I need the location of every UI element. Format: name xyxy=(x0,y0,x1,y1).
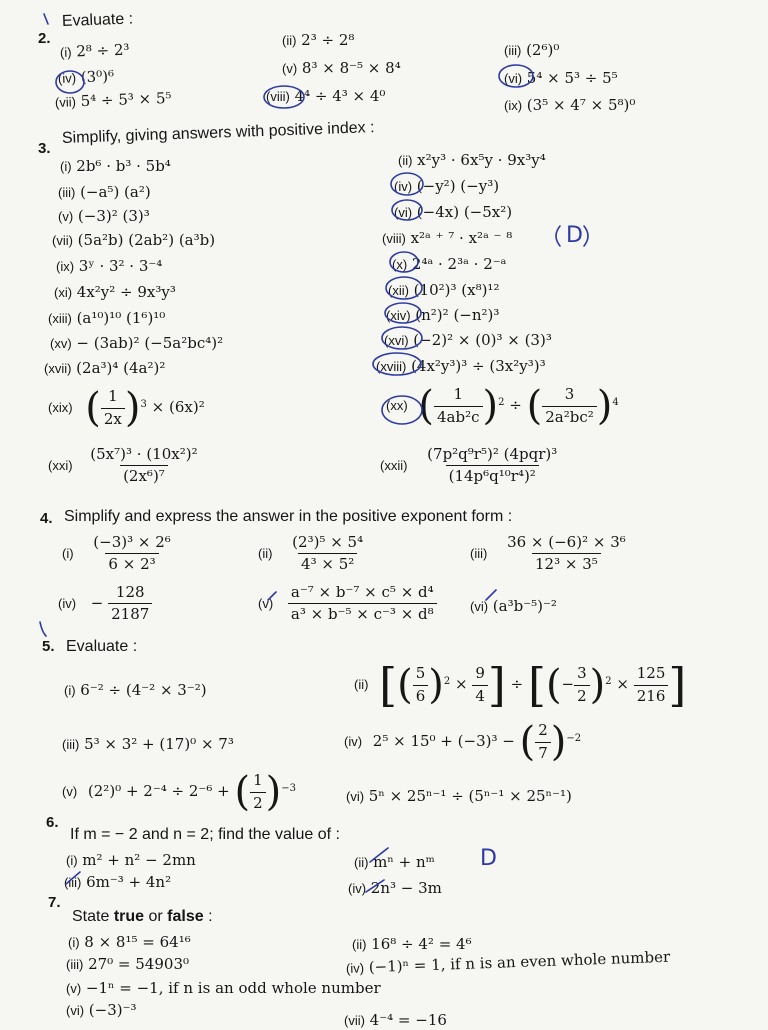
item-expression: (−3)⁻³ xyxy=(88,1001,137,1019)
left-paren: ( xyxy=(418,383,435,429)
item-expression: (5a²b) (2ab²) (a³b) xyxy=(77,231,216,249)
item-expression: 5⁴ × 5³ ÷ 5⁵ xyxy=(526,69,618,87)
right-paren: ) xyxy=(482,383,499,429)
item-expression: 4⁻⁴ = −16 xyxy=(369,1011,447,1029)
item-expression: (3⁰)⁶ xyxy=(80,67,115,87)
q3-item-xvi xyxy=(384,330,552,350)
fraction: $\frac{1}{2x}$ xyxy=(101,388,125,428)
expression-tail: × (6x)² xyxy=(151,398,205,416)
q7-title: State true or false : xyxy=(72,908,213,925)
fraction: $\frac{\text{(7p²q⁹r⁵)² (4pqr)³}}{\text{(14p⁶q¹⁰r⁴)²}}$ xyxy=(427,445,558,486)
exponent: 2 xyxy=(498,397,505,408)
tick-mark xyxy=(40,622,46,636)
item-expression: (−2)² × (0)³ × (3)³ xyxy=(413,331,552,349)
handwritten-answer-mark: D xyxy=(480,846,497,871)
item-label: (xii) xyxy=(388,283,409,298)
item-label: (xiv) xyxy=(386,308,411,323)
q3-item-v xyxy=(58,206,150,226)
q3-item-xviii xyxy=(376,356,546,376)
item-label: (iv) xyxy=(348,881,367,896)
item-expression: (−a⁵) (a²) xyxy=(80,183,151,201)
item-label: (iii) xyxy=(470,545,488,561)
q5-item-vi xyxy=(346,786,572,806)
item-expression: (−4x) (−5x²) xyxy=(416,203,513,221)
q3-item-xv xyxy=(50,333,223,353)
q3-item-i xyxy=(60,156,171,176)
q5-item-i xyxy=(64,680,207,700)
item-label: (vi) xyxy=(470,599,489,614)
right-paren: ) xyxy=(124,385,141,431)
fraction: $\frac{9}{4}$ xyxy=(472,665,488,705)
q5-item-ii: (ii) [( $\frac{5}{6}$ )$^2$ × $\frac{9}{4}$ ] ÷ [(− $\frac{3}{2}$ )$^2$ × $\frac{125}{216}$ ] xyxy=(354,658,687,712)
q2-item-viii xyxy=(266,86,385,106)
q4-item-v xyxy=(258,584,437,624)
exponent: 2 xyxy=(443,676,451,687)
q4-number: 4. xyxy=(40,510,53,527)
item-label: (vii) xyxy=(54,94,77,110)
bracket-mark xyxy=(584,226,588,246)
q7-item-vii xyxy=(344,1010,447,1030)
item-label: (v) xyxy=(282,61,298,76)
divide-sign: ÷ xyxy=(509,396,522,414)
q3-item-viii xyxy=(382,228,512,248)
item-expression: (a¹⁰)¹⁰ (1⁶)¹⁰ xyxy=(76,309,166,327)
left-paren: ( xyxy=(519,719,536,765)
q7-item-iii xyxy=(66,954,189,974)
q3-item-x xyxy=(392,254,506,274)
item-label: (xvii) xyxy=(44,361,72,376)
item-label: (xix) xyxy=(48,400,73,415)
item-label: (i) xyxy=(68,935,80,950)
item-expression: 3ʸ · 3² · 3⁻⁴ xyxy=(78,257,163,275)
tick-mark xyxy=(44,14,48,24)
right-paren: ) xyxy=(428,662,444,708)
q2-item-v xyxy=(282,58,401,78)
item-expression: 6m⁻³ + 4n² xyxy=(86,873,172,891)
item-label: (iv) xyxy=(394,179,413,194)
q3-item-xiv xyxy=(386,305,499,325)
fraction: $\frac{\text{a⁻⁷ × b⁻⁷ × c⁵ × d⁴}}{\text{a³ × b⁻⁵ × c⁻³ × d⁸}}$ xyxy=(288,584,437,624)
item-expression: 27⁰ = 54903⁰ xyxy=(88,955,189,973)
q6-item-ii xyxy=(354,852,435,872)
item-label: (ii) xyxy=(258,545,273,561)
item-label: (vii) xyxy=(52,233,73,248)
left-paren: ( xyxy=(545,662,562,708)
item-expression: 8³ × 8⁻⁵ × 8⁴ xyxy=(301,59,401,77)
right-paren: ) xyxy=(596,383,613,429)
item-label: (x) xyxy=(392,257,408,272)
item-label: (iii) xyxy=(62,737,80,752)
item-label: (i) xyxy=(60,159,72,174)
q3-item-xxi xyxy=(48,446,201,486)
item-label: (xxii) xyxy=(380,457,408,473)
item-expression: 16⁸ ÷ 4² = 4⁶ xyxy=(371,935,472,953)
item-expression: (a³b⁻⁵)⁻² xyxy=(492,597,557,615)
item-expression: (−1)ⁿ = 1, if n is an even whole number xyxy=(368,947,671,977)
q7-item-ii xyxy=(352,934,472,954)
item-label: (viii) xyxy=(382,231,406,246)
expression-lead: 2⁵ × 15⁰ + (−3)³ − xyxy=(372,732,515,750)
handwritten-answer-mark: D xyxy=(566,223,583,248)
item-label: (vi) xyxy=(346,789,365,804)
q7-item-v xyxy=(66,978,381,998)
right-paren: ) xyxy=(265,769,282,815)
q4-item-iii xyxy=(470,534,629,574)
item-expression: 2³ ÷ 2⁸ xyxy=(301,31,355,49)
item-label: (xviii) xyxy=(376,359,407,374)
q4-item-vi xyxy=(470,596,557,616)
item-expression: x²ᵃ ⁺ ⁷ · x²ᵃ ⁻ ⁸ xyxy=(410,229,513,247)
q3-item-xvii xyxy=(44,358,165,378)
exponent: 4 xyxy=(612,397,619,408)
q2-item-vi xyxy=(504,68,618,88)
left-bracket: [ xyxy=(527,658,546,712)
q2-item-iv xyxy=(58,66,115,87)
item-label: (viii) xyxy=(266,89,290,104)
item-label: (i) xyxy=(66,853,78,868)
item-expression: (2a³)⁴ (4a²)² xyxy=(76,359,166,377)
item-label: (i) xyxy=(59,44,72,60)
item-expression: (2⁶)⁰ xyxy=(526,41,560,59)
q3-item-xi xyxy=(54,282,176,302)
item-expression: 2⁴ᵃ · 2³ᵃ · 2⁻ᵃ xyxy=(411,255,507,273)
q3-item-ii xyxy=(398,150,546,170)
item-expression: 8 × 8¹⁵ = 64¹⁶ xyxy=(84,933,191,951)
item-expression: 5ⁿ × 25ⁿ⁻¹ ÷ (5ⁿ⁻¹ × 25ⁿ⁻¹) xyxy=(368,787,572,805)
right-paren: ) xyxy=(589,662,606,708)
exponent: −2 xyxy=(566,733,582,744)
q3-item-xxii xyxy=(380,446,560,486)
expression-lead: (2²)⁰ + 2⁻⁴ ÷ 2⁻⁶ + xyxy=(87,782,230,800)
item-label: (xvi) xyxy=(384,333,409,348)
item-expression: 6⁻² ÷ (4⁻² × 3⁻²) xyxy=(80,681,207,699)
q5-item-iii xyxy=(62,734,234,754)
item-label: (ii) xyxy=(398,153,413,168)
q3-item-iv xyxy=(394,176,499,196)
fraction: $\frac{1}{2}$ xyxy=(250,772,266,812)
item-label: (ix) xyxy=(504,98,523,113)
item-expression: (−3)² (3)³ xyxy=(77,207,150,225)
item-label: (iii) xyxy=(58,185,76,200)
item-label: (xxi) xyxy=(48,457,73,473)
item-label: (iii) xyxy=(504,43,522,58)
item-expression: m² + n² − 2mn xyxy=(82,851,196,869)
q4-item-iv xyxy=(58,584,152,624)
q2-item-ix xyxy=(504,95,635,115)
q6-item-iii xyxy=(64,872,171,892)
item-label: (ix) xyxy=(56,259,75,274)
q6-item-i xyxy=(66,850,196,870)
q3-number: 3. xyxy=(38,140,51,157)
item-label: (xv) xyxy=(50,336,72,351)
q2-item-ii xyxy=(282,30,354,50)
exponent: 2 xyxy=(605,676,612,687)
item-expression: 2⁸ ÷ 2³ xyxy=(75,40,130,61)
left-paren: ( xyxy=(234,769,251,815)
exponent: −3 xyxy=(281,783,296,794)
item-expression: (10²)³ (x⁸)¹² xyxy=(413,281,500,299)
item-label: (iv) xyxy=(58,595,77,611)
item-expression: 5³ × 3² + (17)⁰ × 7³ xyxy=(84,735,234,753)
q4-title: Simplify and express the answer in the positive exponent form : xyxy=(64,508,513,525)
q7-item-i xyxy=(68,932,191,952)
right-bracket: ] xyxy=(487,658,506,712)
fraction: $\frac{2}{7}$ xyxy=(535,722,551,762)
q6-title: If m = − 2 and n = 2; find the value of : xyxy=(70,826,340,843)
fraction: $\frac{3}{\text{2a²bc²}}$ xyxy=(542,386,597,426)
left-paren: ( xyxy=(397,662,413,708)
item-label: (vi) xyxy=(66,1003,85,1018)
left-bracket: [ xyxy=(379,658,398,712)
q3-item-vii xyxy=(52,230,215,250)
q3-item-xx xyxy=(386,383,619,429)
q3-title: Simplify, giving answers with positive index : xyxy=(61,119,375,147)
fraction: $\frac{\text{(2³)⁵ × 5⁴}}{\text{4³ × 5²}}$ xyxy=(292,533,364,574)
item-label: (v) xyxy=(58,209,74,224)
item-expression: −1ⁿ = −1, if n is an odd whole number xyxy=(85,979,381,997)
item-expression: 4⁴ ÷ 4³ × 4⁰ xyxy=(294,87,386,105)
item-expression: 5⁴ ÷ 5³ × 5⁵ xyxy=(80,88,172,111)
item-expression: 4x²y² ÷ 9x³y³ xyxy=(76,283,176,301)
item-label: (vi) xyxy=(394,205,413,220)
q3-item-xiii xyxy=(48,308,165,328)
fraction: $\frac{5}{6}$ xyxy=(413,665,429,705)
q2-item-vii xyxy=(55,88,172,112)
item-label: (iv) xyxy=(57,70,77,86)
item-expression: mⁿ + nᵐ xyxy=(373,853,435,871)
item-expression: 2n³ − 3m xyxy=(370,879,442,897)
bracket-mark xyxy=(556,226,560,246)
exponent: 3 xyxy=(140,399,147,410)
item-expression: − (3ab)² (−5a²bc⁴)² xyxy=(76,334,224,352)
item-label: (v) xyxy=(62,784,78,799)
item-expression: x²y³ · 6x⁵y · 9x³y⁴ xyxy=(417,151,546,169)
q2-item-iii xyxy=(504,40,559,60)
right-paren: ) xyxy=(550,719,567,765)
item-label: (xx) xyxy=(386,398,408,413)
item-label: (v) xyxy=(66,981,82,996)
q2-item-i xyxy=(60,40,130,62)
item-expression: (−y²) (−y³) xyxy=(416,177,500,195)
item-expression: (3⁵ × 4⁷ × 5⁸)⁰ xyxy=(526,96,636,114)
right-bracket: ] xyxy=(668,658,687,712)
fraction: $\frac{3}{2}$ xyxy=(574,665,590,705)
item-expression: 2b⁶ · b³ · 5b⁴ xyxy=(76,157,171,175)
q5-number: 5. xyxy=(42,638,55,655)
q6-item-iv xyxy=(348,878,442,898)
item-expression: (4x²y³)³ ÷ (3x²y³)³ xyxy=(411,357,546,375)
q6-number: 6. xyxy=(46,814,59,831)
item-label: (xiii) xyxy=(48,311,72,326)
item-label: (iii) xyxy=(64,875,82,890)
fraction: $\frac{125}{216}$ xyxy=(634,665,669,705)
q3-item-ix xyxy=(56,256,162,276)
q3-item-vi xyxy=(394,202,512,222)
q7-number: 7. xyxy=(48,894,61,911)
item-label: (ii) xyxy=(352,937,367,952)
item-label: (iv) xyxy=(344,734,363,749)
q4-item-ii xyxy=(258,534,366,574)
item-expression: (n²)² (−n²)³ xyxy=(415,306,500,324)
minus-sign: − xyxy=(90,593,104,612)
q7-item-vi xyxy=(66,1000,137,1020)
item-label: (ii) xyxy=(282,33,297,48)
q3-item-xii xyxy=(388,280,499,300)
item-label: (ii) xyxy=(354,855,369,870)
q5-title: Evaluate : xyxy=(66,638,138,655)
item-label: (vii) xyxy=(344,1013,365,1028)
item-label: (xi) xyxy=(54,285,73,300)
left-paren: ( xyxy=(526,383,543,429)
q4-item-i xyxy=(62,534,174,574)
item-label: (v) xyxy=(258,595,274,611)
q3-item-xix xyxy=(48,385,205,431)
item-label: (iv) xyxy=(345,960,365,976)
item-label: (i) xyxy=(64,683,76,698)
q2-title: Evaluate : xyxy=(61,10,134,30)
item-label: (iii) xyxy=(66,957,84,972)
fraction: $\frac{\text{36 × (−6)² × 3⁶}}{\text{12³ × 3⁵}}$ xyxy=(507,533,626,574)
q2-number: 2. xyxy=(38,30,51,47)
q3-item-iii xyxy=(58,182,151,202)
left-paren: ( xyxy=(85,385,101,431)
fraction: $\frac{1}{\text{4ab²c}}$ xyxy=(434,386,483,426)
item-label: (vi) xyxy=(504,71,523,86)
q5-item-v xyxy=(62,769,296,815)
fraction: $\frac{\text{(−3)³ × 2⁶}}{\text{6 × 2³}}$ xyxy=(93,533,171,574)
fraction: $\frac{\text{(5x⁷)³ · (10x²)²}}{\text{(2x⁶)⁷}}$ xyxy=(90,445,198,486)
item-label: (ii) xyxy=(354,677,369,692)
q5-item-iv xyxy=(344,719,582,765)
fraction: $\frac{128}{2187}$ xyxy=(108,584,152,624)
item-label: (i) xyxy=(62,545,74,561)
